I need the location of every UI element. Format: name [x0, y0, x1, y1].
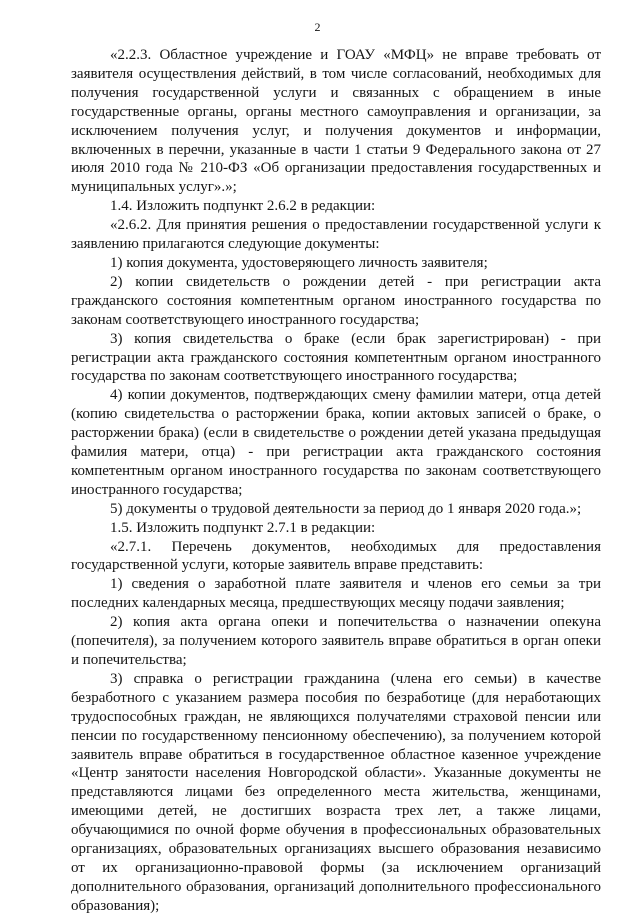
paragraph-2-2-3: «2.2.3. Областное учреждение и ГОАУ «МФЦ» не вправе требовать от заявителя осуществления действий, в том числе согласований, необходимых для получения государственной услуги и связанных с обращением в иные государственные органы, органы местного самоуправления и организации, за исключением получения услуг, и получения документов и информации, включенных в перечни, указанные в части 1 статьи 9 Федерального закона от 27 июля 2010 года № 210-ФЗ «Об организации предоставления государственных и муниципальных услуг».»; [71, 47, 601, 196]
document-body [71, 46, 601, 916]
list-item-2-7-1-1: 1) сведения о заработной плате заявителя и членов его семьи за три последних календарных месяца, предшествующих месяцу подачи заявления; [71, 576, 601, 612]
paragraph-1-5: 1.5. Изложить подпункт 2.7.1 в редакции: [110, 519, 376, 536]
list-item-2-6-2-1: 1) копия документа, удостоверяющего личность заявителя; [110, 254, 488, 271]
paragraph-2-6-2: «2.6.2. Для принятия решения о предоставлении государственной услуги к заявлению прилагаются следующие документы: [71, 217, 601, 253]
list-item-2-6-2-4: 4) копии документов, подтверждающих смену фамилии матери, отца детей (копию свидетельства о расторжении брака, копии актовых записей о браке, о расторжении брака) (если в свидетельстве о рождении детей указана предыдущая фамилия матери, отца) - при регистрации акта гражданского состояния компетентным органом иностранного государства по законам соответствующего иностранного государства; [71, 387, 601, 498]
page-number: 2 [314, 20, 321, 34]
list-item-2-6-2-2: 2) копии свидетельств о рождении детей - при регистрации акта гражданского состояния компетентным органом иностранного государства по законам соответствующего иностранного государства; [71, 273, 601, 328]
paragraph-2-7-1: «2.7.1. Перечень документов, необходимых для предоставления государственной услуги, которые заявитель вправе представить: [71, 538, 601, 574]
list-item-2-7-1-3: 3) справка о регистрации гражданина (члена его семьи) в качестве безработного с указанием размера пособия по безработице (для неработающих трудоспособных граждан, не являющихся получателями страховой пенсии или пенсии по государственному пенсионному обеспечению), за получением которой заявитель вправе обратиться в государственное областное казенное учреждение «Центр занятости населения Новгородской области». Указанные документы не представляются лицами без определенного места жительства, женщинами, имеющими детей, не достигших возраста трех лет, а также лицами, обучающимися по очной форме обучения в профессиональных образовательных организациях, образовательных организациях высшего образования независимо от их организационно-правовой формы (за исключением организаций дополнительного образования, организаций дополнительного профессионального образования); [71, 670, 601, 914]
list-item-2-6-2-5: 5) документы о трудовой деятельности за период до 1 января 2020 года.»; [110, 500, 582, 517]
paragraph-1-4: 1.4. Изложить подпункт 2.6.2 в редакции: [110, 198, 376, 215]
list-item-2-7-1-2: 2) копия акта органа опеки и попечительства о назначении опекуна (попечителя), за получением которого заявитель вправе обратиться в орган опеки и попечительства; [71, 614, 601, 668]
list-item-2-6-2-3: 3) копия свидетельства о браке (если брак зарегистрирован) - при регистрации акта гражданского состояния компетентным органом иностранного государства по законам соответствующего иностранного государства; [71, 330, 601, 385]
